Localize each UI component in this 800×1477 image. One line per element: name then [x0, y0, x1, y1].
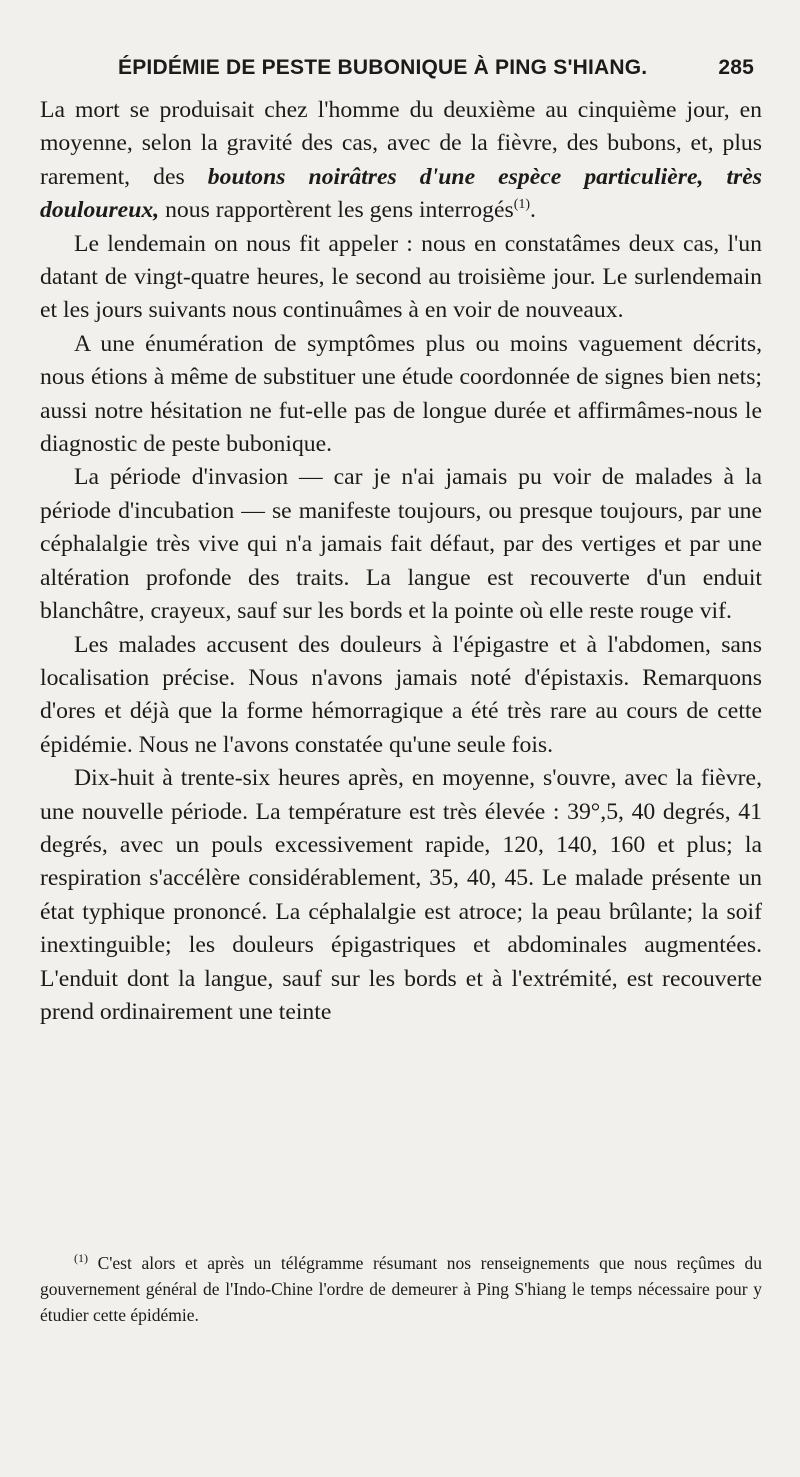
running-title: ÉPIDÉMIE DE PESTE BUBONIQUE À PING S'HIANG.	[118, 56, 648, 79]
footnote-reference: (1)	[513, 197, 531, 213]
paragraph-1-emphasis: boutons noirâtres d'une espèce particulière, très douloureux,	[40, 163, 762, 224]
paragraph-3: A une énumération de symptômes plus ou moins vaguement décrits, nous étions à même de substituer une étude coordonnée de signes bien nets; aussi notre hésitation ne fut-elle pas de longue durée et affirmâmes-nous le diagnostic de peste bubonique.	[40, 330, 762, 458]
footnote	[40, 1250, 762, 1328]
body-text	[40, 94, 762, 1029]
paragraph-5: Les malades accusent des douleurs à l'épigastre et à l'abdomen, sans localisation précise. Nous n'avons jamais noté d'épistaxis. Remarquons d'ores et déjà que la forme hémorragique a été très rare au cours de cette épidémie. Nous ne l'avons constatée qu'une seule fois.	[40, 631, 762, 758]
running-header	[40, 50, 762, 84]
page-number: 285	[718, 56, 754, 79]
footnote-text: C'est alors et après un télégramme résumant nos renseignements que nous reçûmes du gouvernement général de l'Indo-Chine l'ordre de demeurer à Ping S'hiang le temps nécessaire pour y étudier cette épidémie.	[40, 1253, 762, 1325]
paragraph-1-text-c: .	[530, 197, 536, 224]
paragraph-1	[40, 94, 762, 228]
paragraph-2: Le lendemain on nous fit appeler : nous en constatâmes deux cas, l'un datant de vingt-quatre heures, le second au troisième jour. Le surlendemain et les jours suivants nous continuâmes à en voir de nouveaux.	[40, 230, 762, 324]
footnote-marker: (1)	[74, 1251, 88, 1266]
paragraph-1-text-a: La mort se produisait chez l'homme du deuxième au cinquième jour, en moyenne, selon la gravité des cas, avec de la fièvre, des bubons, et, plus rarement, des	[40, 97, 762, 190]
paragraph-4: La période d'invasion — car je n'ai jamais pu voir de malades à la période d'incubation — se manifeste toujours, ou presque toujours, par une céphalalgie très vive qui n'a jamais fait défaut, par des vertiges et par une altération profonde des traits. La langue est recouverte d'un enduit blanchâtre, crayeux, sauf sur les bords et la pointe où elle reste rouge vif.	[40, 464, 762, 625]
paragraph-6: Dix-huit à trente-six heures après, en moyenne, s'ouvre, avec la fièvre, une nouvelle période. La température est très élevée : 39°,5, 40 degrés, 41 degrés, avec un pouls excessivement rapide, 120, 140, 160 et plus; la respiration s'accélère considérablement, 35, 40, 45. Le malade présente un état typhique prononcé. La céphalalgie est atroce; la peau brûlante; la soif inextinguible; les douleurs épigastriques et abdominales augmentées. L'enduit dont la langue, sauf sur les bords et à l'extrémité, est recouverte prend ordinairement une teinte	[40, 765, 762, 1025]
paragraph-1-text-b: nous rapportèrent les gens interrogés	[159, 197, 514, 224]
